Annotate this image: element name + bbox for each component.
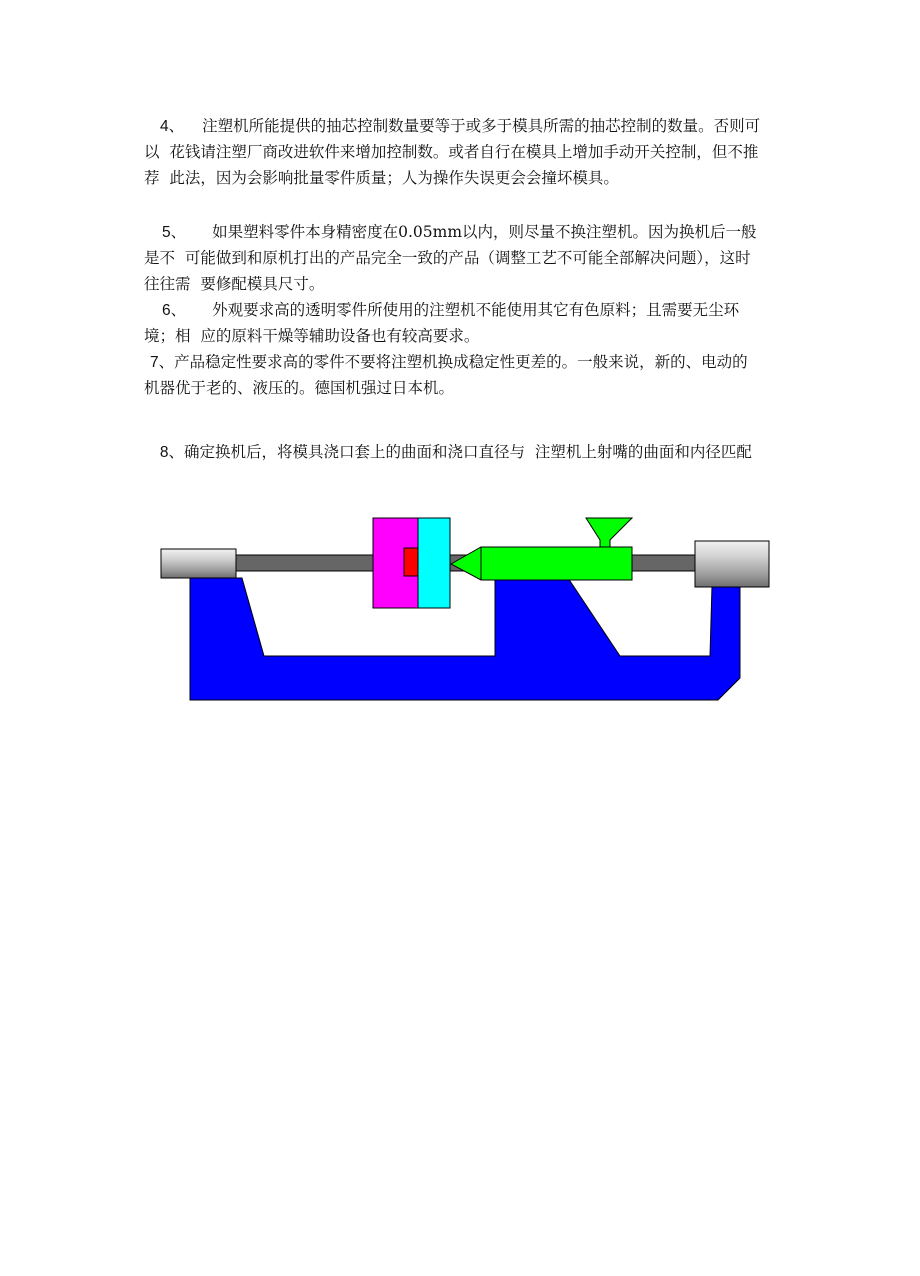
injection-barrel bbox=[451, 547, 632, 580]
p8-text-1: 确定换机后，将模具浇口套上的曲面和浇口直径与 注塑机上射嘴的曲面和内径匹配 bbox=[183, 443, 752, 461]
p6-line-2: 境；相 应的原料干燥等辅助设备也有较高要求。 bbox=[144, 327, 480, 345]
p4-number: 4、 bbox=[160, 118, 185, 135]
p7-number: 7、 bbox=[150, 354, 175, 371]
p4-line-2: 以 花钱请注塑厂商改进软件来增加控制数。或者自行在模具上增加手动开关控制，但不推 bbox=[144, 143, 759, 161]
fixed-mold-half bbox=[418, 518, 450, 608]
mold-cavity bbox=[404, 548, 418, 576]
p5-line-2: 是不 可能做到和原机打出的产品完全一致的产品（调整工艺不可能全部解决问题），这时 bbox=[144, 249, 751, 267]
p5-line-3: 往往需 要修配模具尺寸。 bbox=[144, 275, 325, 293]
p5-number: 5、 bbox=[162, 224, 187, 241]
left-clamp-cylinder bbox=[161, 549, 236, 578]
p6-number: 6、 bbox=[162, 302, 187, 319]
p8-number: 8、 bbox=[159, 444, 184, 461]
p6-text-1: 外观要求高的透明零件所使用的注塑机不能使用其它有色原料；且需要无尘环 bbox=[212, 301, 740, 319]
p7-text-1: 产品稳定性要求高的零件不要将注塑机换成稳定性更差的。一般来说，新的、电动的 bbox=[174, 353, 748, 371]
p5-text-1: 如果塑料零件本身精密度在0.05mm以内，则尽量不换注塑机。因为换机后一般 bbox=[212, 223, 757, 241]
p4-line-3: 荐 此法，因为会影响批量零件质量；人为操作失误更会会撞坏模具。 bbox=[144, 169, 619, 187]
machine-bed bbox=[190, 578, 740, 700]
right-injection-cylinder bbox=[695, 541, 769, 587]
p7-line-2: 机器优于老的、液压的。德国机强过日本机。 bbox=[144, 379, 455, 397]
p4-text-1: 注塑机所能提供的抽芯控制数量要等于或多于模具所需的抽芯控制的数量。否则可 bbox=[202, 117, 761, 135]
hopper bbox=[586, 518, 632, 547]
